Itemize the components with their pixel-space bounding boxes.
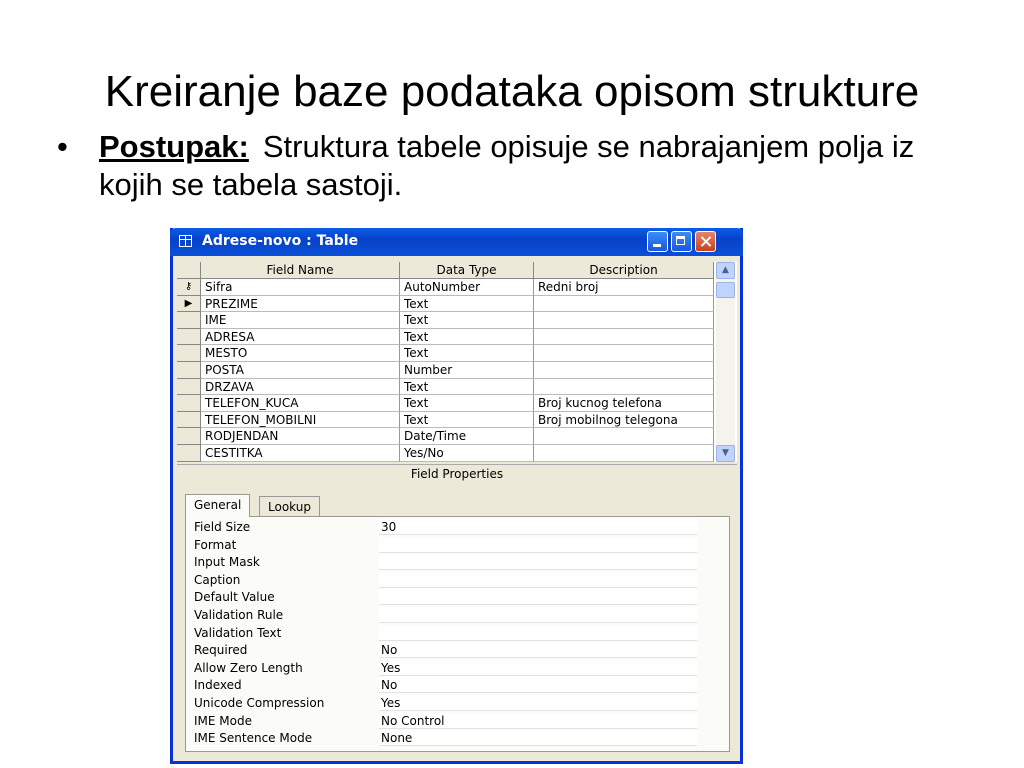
- table-row[interactable]: [177, 428, 714, 445]
- bullet-term: Postupak:: [99, 129, 249, 164]
- property-row: [186, 519, 731, 537]
- property-label: Validation Rule: [194, 608, 284, 622]
- property-label: IME Mode: [194, 713, 252, 728]
- property-row: [186, 642, 731, 660]
- property-value-input[interactable]: None: [379, 730, 697, 746]
- field-name-cell[interactable]: RODJENDAN: [201, 428, 400, 445]
- property-label: Indexed: [194, 678, 242, 693]
- property-row: [186, 572, 731, 590]
- property-row: [186, 730, 731, 748]
- table-row[interactable]: [177, 412, 714, 429]
- field-properties-label: Field Properties: [177, 464, 737, 483]
- property-value-input[interactable]: Yes: [379, 660, 697, 676]
- row-selector[interactable]: [177, 379, 201, 396]
- property-label: Input Mask: [194, 555, 260, 570]
- minimize-button[interactable]: [647, 231, 668, 252]
- property-label: Unicode Compression: [194, 696, 325, 710]
- property-value-input[interactable]: [379, 537, 697, 553]
- property-row: [186, 677, 731, 695]
- header-description[interactable]: Description: [534, 262, 714, 278]
- row-selector[interactable]: [177, 312, 201, 329]
- table-row[interactable]: [177, 395, 714, 412]
- description-cell[interactable]: [534, 329, 714, 346]
- bullet-text: [99, 128, 959, 204]
- data-type-cell[interactable]: Yes/No: [400, 445, 534, 462]
- property-value-input[interactable]: No Control: [379, 713, 697, 729]
- scroll-down-icon[interactable]: ▼: [716, 445, 735, 462]
- table-design-window: [170, 228, 743, 764]
- property-value-input[interactable]: Yes: [379, 695, 697, 711]
- tab-general[interactable]: General: [185, 494, 250, 517]
- data-type-cell[interactable]: Text: [400, 395, 534, 412]
- table-row[interactable]: [177, 329, 714, 346]
- field-name-cell[interactable]: MESTO: [201, 345, 400, 362]
- property-value-input[interactable]: [379, 554, 697, 570]
- field-name-cell[interactable]: CESTITKA: [201, 445, 400, 462]
- field-name-cell[interactable]: Sifra: [201, 279, 400, 296]
- description-cell[interactable]: [534, 379, 714, 396]
- header-field-name[interactable]: Field Name: [201, 262, 400, 278]
- window-title: Adrese-novo : Table: [202, 233, 359, 249]
- table-icon: [179, 235, 192, 247]
- description-cell[interactable]: Redni broj: [534, 279, 714, 296]
- row-selector[interactable]: [177, 428, 201, 445]
- row-selector[interactable]: [177, 412, 201, 429]
- property-label: IME Sentence Mode: [194, 731, 313, 746]
- description-cell[interactable]: Broj kucnog telefona: [534, 395, 714, 412]
- table-row[interactable]: [177, 312, 714, 329]
- property-row: [186, 537, 731, 555]
- property-label: Validation Text: [194, 625, 282, 640]
- data-type-cell[interactable]: AutoNumber: [400, 279, 534, 296]
- table-row[interactable]: [177, 296, 714, 313]
- scroll-thumb[interactable]: [716, 282, 735, 298]
- data-type-cell[interactable]: Text: [400, 329, 534, 346]
- field-name-cell[interactable]: PREZIME: [201, 296, 400, 313]
- data-type-cell[interactable]: Date/Time: [400, 428, 534, 445]
- field-name-cell[interactable]: TELEFON_MOBILNI: [201, 412, 400, 429]
- row-pointer-icon[interactable]: ▶: [177, 296, 201, 313]
- description-cell[interactable]: [534, 312, 714, 329]
- property-row: [186, 589, 731, 607]
- tab-lookup[interactable]: Lookup: [259, 496, 320, 516]
- field-name-cell[interactable]: ADRESA: [201, 329, 400, 346]
- slide-title: Kreiranje baze podataka opisom strukture: [104, 67, 920, 117]
- field-name-cell[interactable]: POSTA: [201, 362, 400, 379]
- table-row[interactable]: [177, 362, 714, 379]
- grid-header: [177, 262, 714, 279]
- property-value-input[interactable]: [379, 589, 697, 605]
- vertical-scrollbar[interactable]: [716, 262, 735, 462]
- property-label: Default Value: [194, 590, 275, 605]
- field-properties-panel: [185, 516, 730, 752]
- table-row[interactable]: [177, 345, 714, 362]
- row-selector[interactable]: [177, 445, 201, 462]
- scroll-up-icon[interactable]: ▲: [716, 262, 735, 279]
- property-value-input[interactable]: [379, 625, 697, 641]
- property-row: [186, 554, 731, 572]
- property-value-input[interactable]: 30: [379, 519, 697, 535]
- maximize-button[interactable]: [671, 231, 692, 252]
- property-value-input[interactable]: No: [379, 677, 697, 693]
- property-label: Field Size: [194, 520, 251, 534]
- property-value-input[interactable]: [379, 607, 697, 623]
- window-titlebar[interactable]: [170, 228, 743, 256]
- field-name-cell[interactable]: TELEFON_KUCA: [201, 395, 400, 412]
- property-label: Caption: [194, 572, 241, 587]
- field-name-cell[interactable]: IME: [201, 312, 400, 329]
- table-row[interactable]: [177, 445, 714, 462]
- header-data-type[interactable]: Data Type: [400, 262, 534, 278]
- description-cell[interactable]: [534, 428, 714, 445]
- description-cell[interactable]: [534, 345, 714, 362]
- row-selector[interactable]: [177, 395, 201, 412]
- property-label: Allow Zero Length: [194, 660, 303, 675]
- property-row: [186, 695, 731, 713]
- property-row: [186, 660, 731, 678]
- property-row: [186, 607, 731, 625]
- close-button[interactable]: [695, 231, 716, 252]
- field-design-grid: [177, 262, 737, 462]
- table-row[interactable]: [177, 279, 714, 296]
- data-type-cell[interactable]: Text: [400, 296, 534, 313]
- property-value-input[interactable]: [379, 572, 697, 588]
- field-name-cell[interactable]: DRZAVA: [201, 379, 400, 396]
- property-label: Format: [194, 537, 237, 552]
- data-type-cell[interactable]: Text: [400, 412, 534, 429]
- property-row: [186, 713, 731, 731]
- table-row[interactable]: [177, 379, 714, 396]
- row-selector[interactable]: [177, 362, 201, 379]
- row-selector[interactable]: [177, 329, 201, 346]
- data-type-cell[interactable]: Text: [400, 345, 534, 362]
- property-value-input[interactable]: No: [379, 642, 697, 658]
- data-type-cell[interactable]: Number: [400, 362, 534, 379]
- property-label: Required: [194, 643, 248, 658]
- data-type-cell[interactable]: Text: [400, 379, 534, 396]
- description-cell[interactable]: [534, 445, 714, 462]
- header-corner: [177, 262, 201, 278]
- bullet-body: Struktura tabele opisuje se nabrajanjem polja iz kojih se tabela sastoji.: [99, 129, 915, 202]
- description-cell[interactable]: Broj mobilnog telegona: [534, 412, 714, 429]
- data-type-cell[interactable]: Text: [400, 312, 534, 329]
- description-cell[interactable]: [534, 296, 714, 313]
- property-row: [186, 625, 731, 643]
- bullet-dot: •: [57, 129, 68, 164]
- primary-key-icon[interactable]: ⚷: [177, 279, 201, 296]
- description-cell[interactable]: [534, 362, 714, 379]
- row-selector[interactable]: [177, 345, 201, 362]
